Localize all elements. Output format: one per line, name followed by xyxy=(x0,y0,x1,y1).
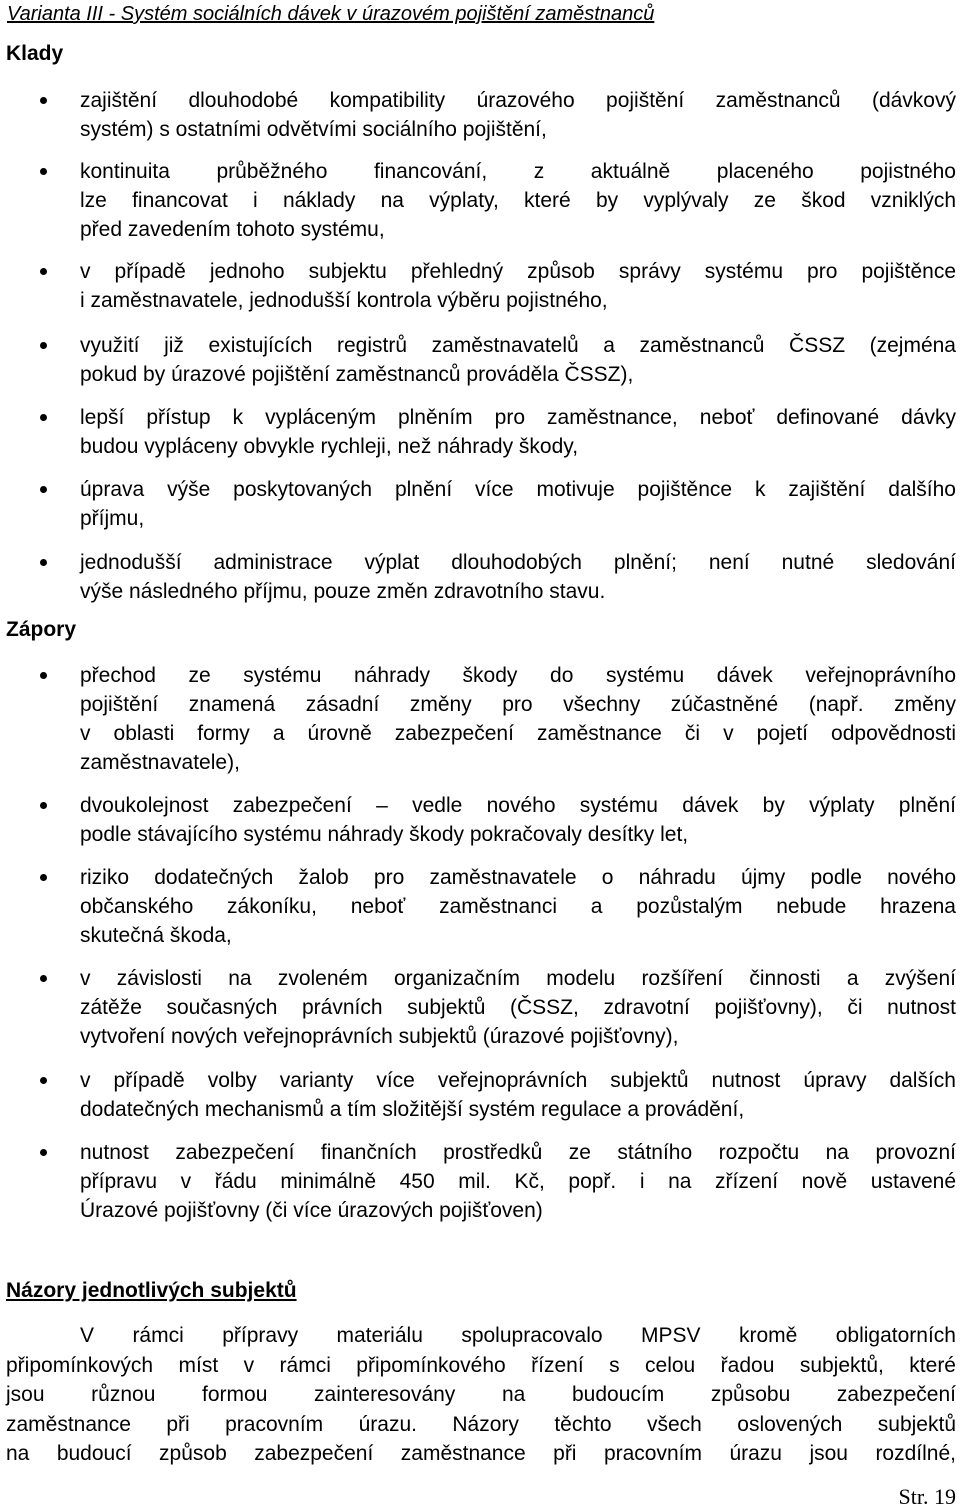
pros-item-text: zajištění dlouhodobé kompatibility úrazového pojištění zaměstnanců (dávkový systém) s ostatními odvětvími sociálního pojištění, xyxy=(80,89,956,141)
page-number: Str. 19 xyxy=(898,1484,956,1509)
cons-item-text: v případě volby varianty více veřejnoprávních subjektů nutnost úpravy dalších dodatečných mechanismů a tím složitější systém regulace a provádění, xyxy=(80,1069,956,1121)
cons-item-text: riziko dodatečných žalob pro zaměstnavatele o náhradu újmy podle nového občanského zákoníku, neboť zaměstnanci a pozůstalým nebude hrazena skutečná škoda, xyxy=(80,866,956,947)
bullet-icon xyxy=(40,342,47,349)
pros-item-text: jednodušší administrace výplat dlouhodobých plnění; není nutné sledování výše následného příjmu, pouze změn zdravotního stavu. xyxy=(80,551,956,603)
bullet-icon xyxy=(40,1077,47,1084)
bullet-icon xyxy=(40,486,47,493)
bullet-icon xyxy=(40,874,47,881)
pros-item-text: v případě jednoho subjektu přehledný způsob správy systému pro pojištěnce i zaměstnavatele, jednodušší kontrola výběru pojistného, xyxy=(80,260,956,312)
pros-item-text: úprava výše poskytovaných plnění více motivuje pojištěnce k zajištění dalšího příjmu, xyxy=(80,478,956,530)
cons-item-text: nutnost zabezpečení finančních prostředků ze státního rozpočtu na provozní přípravu v řádu minimálně 450 mil. Kč, popř. i na zřízení nově ustavené Úrazové pojišťovny (či více úrazových pojišťoven) xyxy=(80,1141,956,1222)
cons-item-text: přechod ze systému náhrady škody do systému dávek veřejnoprávního pojištění znamená zásadní změny pro všechny zúčastněné (např. změny v oblasti formy a úrovně zabezpečení zaměstnance či v pojetí odpovědnosti zaměstnavatele), xyxy=(80,664,956,774)
bullet-icon xyxy=(40,168,47,175)
bullet-icon xyxy=(40,414,47,421)
cons-item-text: v závislosti na zvoleném organizačním modelu rozšíření činnosti a zvýšení zátěže současných právních subjektů (ČSSZ, zdravotní pojišťovny), či nutnost vytvoření nových veřejnoprávních subjektů (úrazové pojišťovny), xyxy=(80,967,956,1048)
pros-item-text: kontinuita průběžného financování, z aktuálně placeného pojistného lze financovat i náklady na výplaty, které by vyplývaly ze škod vzniklých před zavedením tohoto systému, xyxy=(80,160,956,241)
variant-title: Varianta III - Systém sociálních dávek v úrazovém pojištění zaměstnanců xyxy=(7,3,655,25)
bullet-icon xyxy=(40,559,47,566)
pros-heading: Klady xyxy=(6,42,64,65)
bullet-icon xyxy=(40,268,47,275)
opinions-heading: Názory jednotlivých subjektů xyxy=(6,1279,297,1302)
bullet-icon xyxy=(40,802,47,809)
bullet-icon xyxy=(40,1149,47,1156)
cons-item-text: dvoukolejnost zabezpečení – vedle nového systému dávek by výplaty plnění podle stávajícího systému náhrady škody pokračovaly desítky let, xyxy=(80,794,956,846)
pros-item-text: využití již existujících registrů zaměstnavatelů a zaměstnanců ČSSZ (zejména pokud by úrazové pojištění zaměstnanců prováděla ČSSZ), xyxy=(80,334,956,386)
cons-heading: Zápory xyxy=(6,618,77,641)
bullet-icon xyxy=(40,672,47,679)
opinions-paragraph: V rámci přípravy materiálu spolupracovalo MPSV kromě obligatorních připomínkových míst v rámci připomínkového řízení s celou řadou subjektů, které jsou různou formou zainteresovány na budoucím způsobu zabezpečení zaměstnance při pracovním úrazu. Názory těchto všech oslovených subjektů na budoucí způsob zabezpečení zaměstnance při pracovním úrazu jsou rozdílné, xyxy=(6,1324,956,1465)
pros-item-text: lepší přístup k vypláceným plněním pro zaměstnance, neboť definované dávky budou vypláceny obvykle rychleji, než náhrady škody, xyxy=(80,406,956,458)
bullet-icon xyxy=(40,97,47,104)
bullet-icon xyxy=(40,975,47,982)
